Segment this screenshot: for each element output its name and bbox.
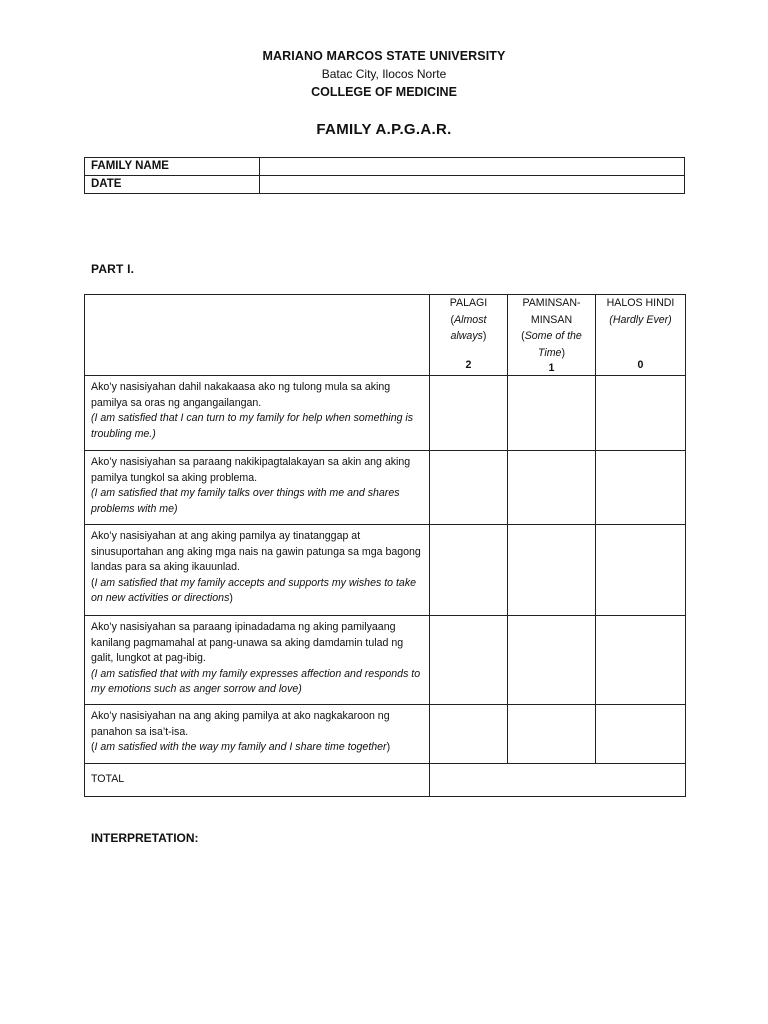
apgar-table [84, 294, 686, 797]
college-name: COLLEGE OF MEDICINE [311, 85, 457, 99]
score-cell-2[interactable] [430, 705, 508, 764]
column-label: PALAGI [449, 297, 488, 309]
question-english-close: ) [229, 592, 233, 605]
question-english-open: ( [91, 741, 95, 754]
score-cell-1[interactable] [508, 705, 596, 764]
column-header-halos-hindi [596, 295, 686, 376]
total-label: TOTAL [85, 764, 430, 797]
question-text [85, 451, 430, 525]
score-cell-1[interactable] [508, 376, 596, 451]
date-label: DATE [85, 176, 260, 194]
date-row [85, 176, 685, 194]
family-info-table [84, 157, 685, 194]
question-tagalog: Ako’y nasisiyahan na ang aking pamilya at ako nagkakaroon ng panahon sa isa’t-isa. [91, 710, 390, 738]
score-cell-2[interactable] [430, 525, 508, 616]
question-english: (I am satisfied that with my family expresses affection and responds to my emotions such as anger sorrow and love) [91, 667, 421, 696]
column-paren: ) [561, 346, 565, 359]
question-english-open: ( [91, 576, 95, 589]
score-cell-0[interactable] [596, 451, 686, 525]
score-cell-1[interactable] [508, 525, 596, 616]
column-label: MINSAN [530, 313, 573, 326]
column-sublabel: always [450, 330, 483, 342]
total-value-field[interactable] [430, 764, 686, 797]
column-sublabel: Time [538, 346, 562, 359]
question-row [85, 705, 686, 764]
question-text [85, 616, 430, 705]
column-paren: ( [450, 313, 455, 326]
question-row [85, 525, 686, 616]
family-name-row [85, 158, 685, 176]
family-name-field[interactable] [260, 158, 685, 176]
score-cell-0[interactable] [596, 376, 686, 451]
question-english: I am satisfied that my family accepts and supports my wishes to take on new activities or directions [91, 576, 417, 605]
column-paren: ) [482, 330, 487, 342]
question-english: I am satisfied with the way my family and I share time together [94, 741, 387, 754]
header-blank-cell [85, 295, 430, 376]
question-english: (I am satisfied that my family talks over things with me and shares problems with me) [91, 487, 400, 515]
score-cell-1[interactable] [508, 616, 596, 705]
question-english-close: ) [386, 741, 391, 754]
question-row [85, 451, 686, 525]
column-header-palagi [430, 295, 508, 376]
score-cell-1[interactable] [508, 451, 596, 525]
score-cell-2[interactable] [430, 451, 508, 525]
score-cell-0[interactable] [596, 705, 686, 764]
column-sublabel: (Hardly Ever) [609, 313, 672, 326]
university-location: Batac City, Ilocos Norte [321, 67, 447, 81]
score-cell-0[interactable] [596, 616, 686, 705]
score-cell-2[interactable] [430, 616, 508, 705]
question-tagalog: Ako’y nasisiyahan at ang aking pamilya ay tinatanggap at sinusuportahan ang aking mga nais na gawin patunga sa mga bagong landas para sa aking ikauunlad. [91, 530, 421, 574]
score-cell-0[interactable] [596, 525, 686, 616]
university-name: MARIANO MARCOS STATE UNIVERSITY [262, 49, 506, 63]
form-title: FAMILY A.P.G.A.R. [316, 121, 452, 138]
column-score: 1 [548, 362, 555, 374]
header-row [85, 295, 686, 376]
column-sublabel: Some of the [524, 330, 582, 342]
question-english: (I am satisfied that I can turn to my family for help when something is troubling me.) [91, 412, 414, 440]
column-label: PAMINSAN- [522, 297, 581, 309]
column-header-paminsan-minsan [508, 295, 596, 376]
question-tagalog: Ako’y nasisiyahan sa paraang nakikipagtalakayan sa akin ang aking pamilya tungkol sa aking problema. [91, 456, 411, 484]
total-row [85, 764, 686, 797]
column-label: HALOS HINDI [606, 297, 675, 309]
column-score: 2 [465, 359, 472, 372]
question-row [85, 616, 686, 705]
column-sublabel: Almost [454, 313, 487, 326]
column-score: 0 [637, 359, 644, 372]
question-tagalog: Ako’y nasisiyahan sa paraang ipinadadama ng aking pamilyaang kanilang pagmamahal at pang-unawa sa aking damdamin tulad ng galit, lungkot at pag-ibig. [91, 621, 404, 665]
question-text [85, 525, 430, 616]
part-label: PART I. [91, 262, 135, 276]
question-tagalog: Ako’y nasisiyahan dahil nakakaasa ako ng tulong mula sa aking pamilya sa oras ng angangailangan. [91, 381, 391, 409]
score-cell-2[interactable] [430, 376, 508, 451]
date-field[interactable] [260, 176, 685, 194]
column-paren: ( [521, 330, 525, 342]
interpretation-label: INTERPRETATION: [91, 831, 199, 845]
question-text [85, 705, 430, 764]
family-name-label: FAMILY NAME [85, 158, 260, 176]
question-row [85, 376, 686, 451]
question-text [85, 376, 430, 451]
